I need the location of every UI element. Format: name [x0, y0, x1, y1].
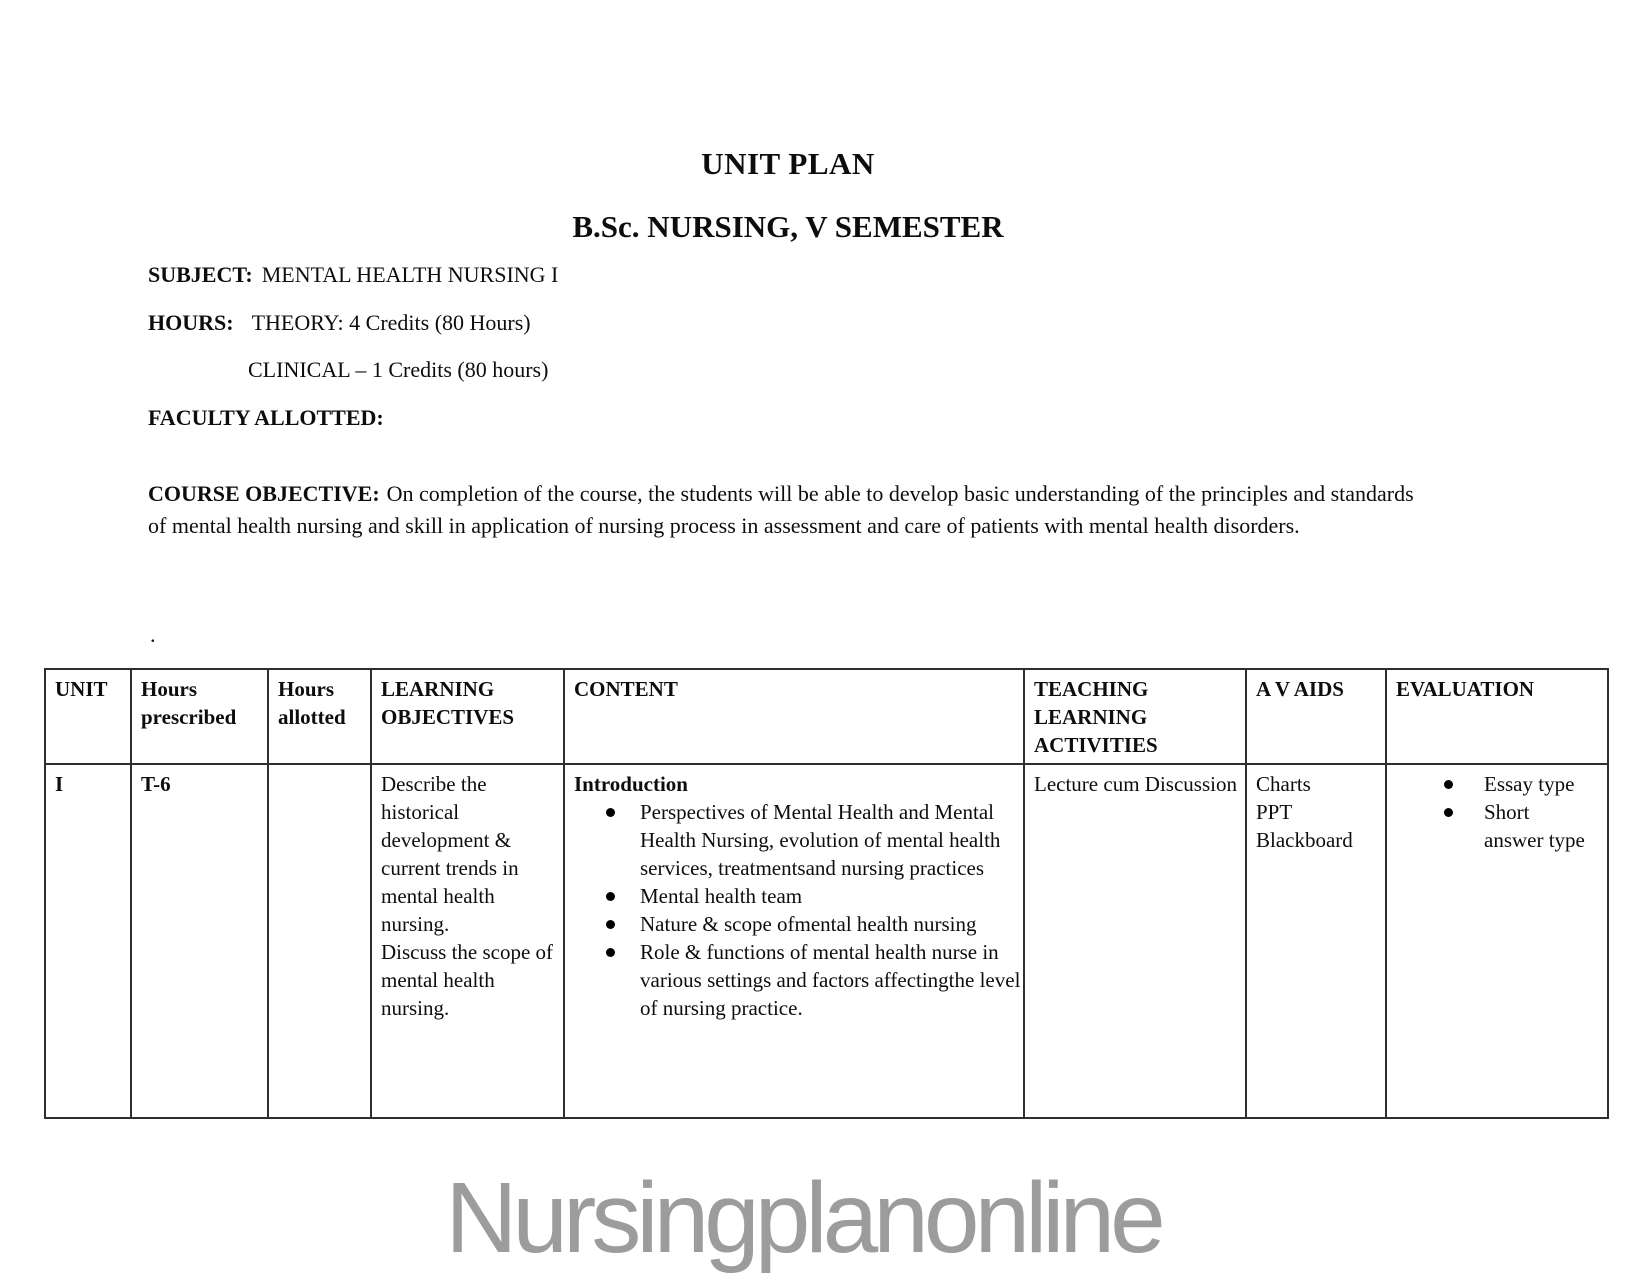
header-hours-prescribed: Hours prescribed	[131, 669, 268, 764]
header-hours-allotted: Hours allotted	[268, 669, 371, 764]
table-header-row	[45, 669, 1608, 764]
hours-clinical-line: CLINICAL – 1 Credits (80 hours)	[248, 357, 549, 382]
evaluation-bullet: Short answer type	[1396, 798, 1591, 854]
header-unit: UNIT	[45, 669, 131, 764]
subject-line	[148, 262, 558, 288]
content-bullet: Mental health team	[574, 882, 1024, 910]
evaluation-bullet-list	[1396, 770, 1599, 854]
cell-unit: I	[45, 764, 131, 1118]
document-subtitle: B.Sc. NURSING, V SEMESTER	[572, 209, 1004, 244]
subject-value: MENTAL HEALTH NURSING I	[261, 262, 559, 287]
cell-av-aids	[1246, 764, 1386, 1118]
cell-evaluation	[1386, 764, 1608, 1118]
learning-objective-2: Discuss the scope of mental health nursing.	[381, 940, 554, 1020]
header-content: CONTENT	[564, 669, 1024, 764]
stray-period: .	[150, 622, 156, 647]
table-row	[45, 764, 1608, 1118]
av-aid-item: PPT	[1256, 800, 1293, 824]
av-aid-item: Charts	[1256, 772, 1311, 796]
content-bullet-list	[574, 798, 1021, 1022]
watermark-text: Nursingplanonline	[445, 1162, 1161, 1274]
cell-hours-allotted	[268, 764, 371, 1118]
cell-content	[564, 764, 1024, 1118]
course-objective-text: On completion of the course, the students will be able to develop basic understanding of the principles and standards of mental health nursing and skill in application of nursing process in assessment and care of patients with mental health disorders.	[148, 481, 1414, 538]
content-bullet: Nature & scope ofmental health nursing	[574, 910, 1024, 938]
header-av-aids: A V AIDS	[1246, 669, 1386, 764]
cell-teaching-learning-activities: Lecture cum Discussion	[1024, 764, 1246, 1118]
learning-objective-1: Describe the historical development & current trends in mental health nursing.	[381, 772, 519, 936]
document-title: UNIT PLAN	[701, 146, 875, 181]
content-bullet: Perspectives of Mental Health and Mental Health Nursing, evolution of mental health services, treatmentsand nursing practices	[574, 798, 1024, 882]
hours-line	[148, 310, 531, 336]
header-learning-objectives: LEARNING OBJECTIVES	[371, 669, 564, 764]
hours-label: HOURS:	[148, 310, 234, 335]
content-heading: Introduction	[574, 772, 688, 796]
cell-hours-prescribed: T-6	[131, 764, 268, 1118]
title-block	[148, 146, 1428, 245]
evaluation-bullet: Essay type	[1396, 770, 1591, 798]
unit-plan-table	[44, 668, 1609, 1119]
course-objective-paragraph	[148, 478, 1420, 541]
content-bullet: Role & functions of mental health nurse in various settings and factors affectingthe level of nursing practice.	[574, 938, 1024, 1022]
hours-theory-value: THEORY: 4 Credits (80 Hours)	[251, 310, 531, 335]
av-aid-item: Blackboard	[1256, 828, 1353, 852]
cell-learning-objectives	[371, 764, 564, 1118]
header-evaluation: EVALUATION	[1386, 669, 1608, 764]
course-objective-label: COURSE OBJECTIVE:	[148, 481, 380, 506]
header-teaching-learning-activities: TEACHING LEARNING ACTIVITIES	[1024, 669, 1246, 764]
subject-label: SUBJECT:	[148, 262, 253, 287]
faculty-allotted-label: FACULTY ALLOTTED:	[148, 405, 384, 430]
course-info-block	[148, 262, 1438, 482]
